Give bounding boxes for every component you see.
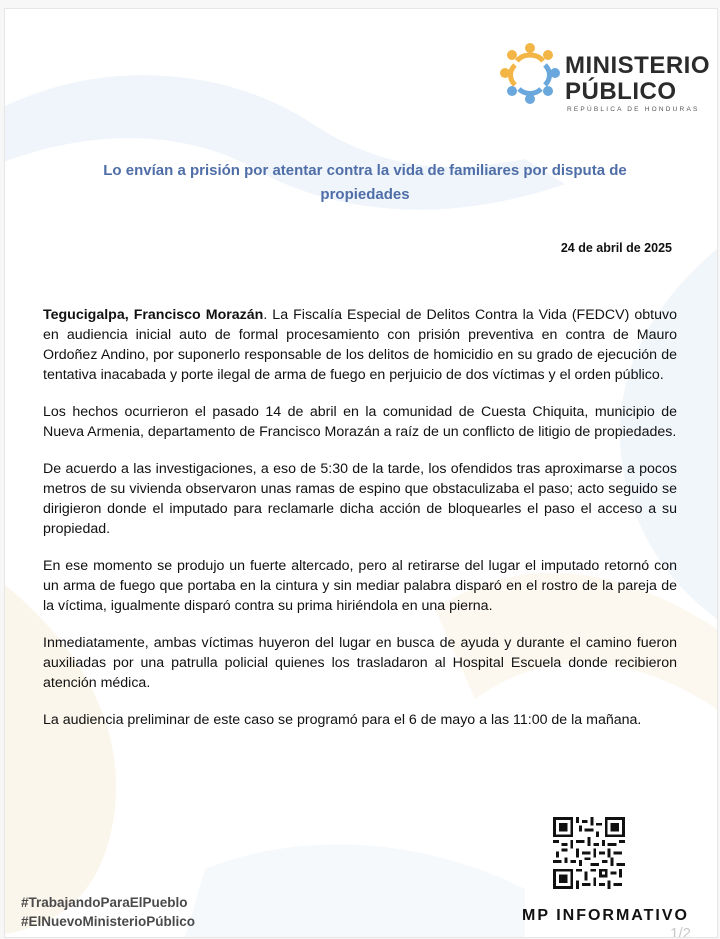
paragraph-2: Los hechos ocurrieron el pasado 14 de abril en la comunidad de Cuesta Chiquita, municipio de Nueva Armenia, departamento de Francisco Morazán a raíz de un conflicto de litigio de propiedades. bbox=[43, 404, 677, 440]
dateline-place: Tegucigalpa, Francisco Morazán bbox=[43, 307, 264, 323]
document-page bbox=[4, 8, 718, 938]
paragraph-1 bbox=[43, 305, 677, 385]
hashtag-trabajando[interactable]: #TrabajandoParaElPueblo bbox=[21, 895, 188, 910]
publication-date: 24 de abril de 2025 bbox=[560, 241, 672, 255]
logo-emblem-icon bbox=[495, 39, 565, 109]
ministerio-publico-logo bbox=[495, 39, 711, 119]
footer-hashtags bbox=[21, 893, 195, 931]
paragraph-3: De acuerdo a las investigaciones, a eso de 5:30 de la tarde, los ofendidos tras aproximarse a pocos metros de su vivienda observaron unas ramas de espino que obstaculizaba el paso; acto seguido se dirigieron donde el imputado para reclamarle dicha acción de bloquearles el paso el acceso a su propiedad. bbox=[43, 461, 677, 537]
paragraph-4: En ese momento se produjo un fuerte altercado, pero al retirarse del lugar el imputado retornó con un arma de fuego que portaba en la cintura y sin mediar palabra disparó en el rostro de la pareja de la víctima, igualmente disparó contra su prima hiriéndola en una pierna. bbox=[43, 558, 677, 614]
logo-title-line1: MINISTERIO bbox=[565, 52, 711, 79]
hashtag-nuevo-ministerio[interactable]: #ElNuevoMinisterioPúblico bbox=[21, 914, 196, 929]
press-release-headline: Lo envían a prisión por atentar contra la vida de familiares por disputa de propiedades bbox=[103, 162, 627, 203]
logo-subtitle: REPÚBLICA DE HONDURAS bbox=[567, 106, 700, 113]
paragraph-6: La audiencia preliminar de este caso se programó para el 6 de mayo a las 11:00 de la mañana. bbox=[43, 712, 642, 728]
qr-code-icon[interactable] bbox=[553, 817, 625, 889]
logo-title-line2: PÚBLICO bbox=[565, 78, 677, 105]
page-number: 1/2 bbox=[670, 925, 691, 938]
article-body bbox=[43, 305, 677, 747]
paragraph-1-text: . La Fiscalía Especial de Delitos Contra la Vida (FEDCV) obtuvo en audiencia inicial auto de formal procesamiento con prisión preventiva en contra de Mauro Ordoñez Andino, por suponerlo responsable de los delitos de homicidio en su grado de ejecución de tentativa inacabada y porte ilegal de arma de fuego en perjuicio de dos víctimas y el orden público. bbox=[43, 307, 677, 383]
mp-informativo-brand: MP INFORMATIVO bbox=[522, 907, 689, 924]
paragraph-5: Inmediatamente, ambas víctimas huyeron del lugar en busca de ayuda y durante el camino fueron auxiliadas por una patrulla policial quienes los trasladaron al Hospital Escuela donde recibieron atención médica. bbox=[43, 635, 677, 691]
